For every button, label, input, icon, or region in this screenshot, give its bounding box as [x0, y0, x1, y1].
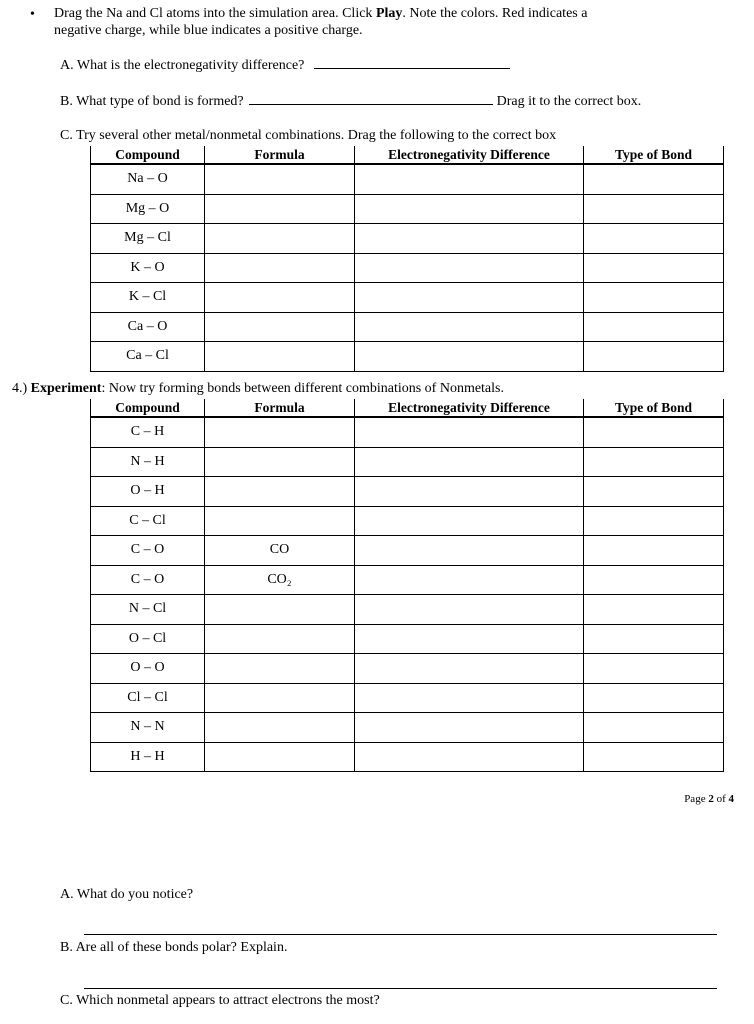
- formula-cell[interactable]: [205, 595, 355, 625]
- question-b-bottom: B. Are all of these bonds polar? Explain.: [60, 940, 288, 955]
- table-row: [91, 164, 724, 194]
- page-number-current: 2: [708, 793, 714, 805]
- formula-cell[interactable]: [205, 683, 355, 713]
- table-row: [91, 713, 724, 743]
- en-difference-cell[interactable]: [355, 624, 584, 654]
- en-difference-cell[interactable]: [355, 595, 584, 625]
- compound-cell: Na – O: [91, 164, 205, 194]
- header-en-difference: Electronegativity Difference: [355, 146, 584, 164]
- experiment-heading: [12, 380, 504, 398]
- en-difference-cell[interactable]: [355, 253, 584, 283]
- table-row: [91, 253, 724, 283]
- bond-type-cell[interactable]: [584, 713, 724, 743]
- answer-blank-bond-type[interactable]: [249, 92, 493, 105]
- formula-cell[interactable]: [205, 164, 355, 194]
- question-c-top: [60, 127, 556, 145]
- table-row: [91, 312, 724, 342]
- compound-cell: O – Cl: [91, 624, 205, 654]
- bond-type-cell[interactable]: [584, 342, 724, 372]
- header-bond-type: Type of Bond: [584, 399, 724, 417]
- compound-cell: O – H: [91, 477, 205, 507]
- en-difference-cell[interactable]: [355, 477, 584, 507]
- formula-cell[interactable]: [205, 477, 355, 507]
- bond-type-cell[interactable]: [584, 312, 724, 342]
- en-difference-cell[interactable]: [355, 654, 584, 684]
- bond-type-cell[interactable]: [584, 654, 724, 684]
- page-number-of: of: [713, 793, 729, 805]
- en-difference-cell[interactable]: [355, 417, 584, 447]
- bond-type-cell[interactable]: [584, 447, 724, 477]
- bond-type-cell[interactable]: [584, 742, 724, 772]
- page-number: [684, 793, 734, 805]
- compound-cell: Ca – O: [91, 312, 205, 342]
- table-row: [91, 342, 724, 372]
- experiment-label: Experiment: [30, 381, 102, 396]
- answer-line-polar[interactable]: [84, 988, 717, 989]
- experiment-number: 4.): [12, 381, 31, 396]
- compound-cell: N – Cl: [91, 595, 205, 625]
- bond-type-cell[interactable]: [584, 683, 724, 713]
- compound-cell: C – H: [91, 417, 205, 447]
- en-difference-cell[interactable]: [355, 447, 584, 477]
- formula-cell[interactable]: CO: [205, 536, 355, 566]
- formula-cell[interactable]: [205, 624, 355, 654]
- question-c-top-text: C. Try several other metal/nonmetal combinations. Drag the following to the correct box: [60, 128, 557, 143]
- table-row: [91, 447, 724, 477]
- en-difference-cell[interactable]: [355, 312, 584, 342]
- bond-type-cell[interactable]: [584, 477, 724, 507]
- bullet-marker: •: [30, 7, 35, 22]
- formula-cell[interactable]: [205, 742, 355, 772]
- question-b-top: [60, 92, 641, 111]
- page-number-prefix: Page: [684, 793, 709, 805]
- compound-cell: Mg – Cl: [91, 224, 205, 254]
- formula-cell[interactable]: [205, 312, 355, 342]
- table-row: [91, 654, 724, 684]
- bond-type-cell[interactable]: [584, 283, 724, 313]
- en-difference-cell[interactable]: [355, 565, 584, 595]
- bond-type-cell[interactable]: [584, 417, 724, 447]
- header-formula: Formula: [205, 399, 355, 417]
- en-difference-cell[interactable]: [355, 506, 584, 536]
- intro-line-1-pre: Drag the Na and Cl atoms into the simulation area. Click: [54, 6, 376, 21]
- formula-cell[interactable]: CO₂: [205, 565, 355, 595]
- formula-cell[interactable]: [205, 447, 355, 477]
- table-row: [91, 624, 724, 654]
- table-row: [91, 194, 724, 224]
- experiment-text: : Now try forming bonds between different combinations of Nonmetals.: [101, 381, 504, 396]
- nonmetal-table: [90, 399, 724, 772]
- answer-blank-en-difference[interactable]: [314, 56, 510, 69]
- en-difference-cell[interactable]: [355, 536, 584, 566]
- question-c-bottom: C. Which nonmetal appears to attract electrons the most?: [60, 993, 380, 1008]
- en-difference-cell[interactable]: [355, 713, 584, 743]
- compound-cell: H – H: [91, 742, 205, 772]
- intro-play-word: Play: [375, 6, 403, 21]
- compound-cell: Ca – Cl: [91, 342, 205, 372]
- table-header-row: [91, 146, 724, 164]
- metal-nonmetal-table: [90, 146, 724, 372]
- table-row: [91, 224, 724, 254]
- question-a-top: [60, 56, 510, 75]
- en-difference-cell[interactable]: [355, 194, 584, 224]
- formula-cell[interactable]: [205, 654, 355, 684]
- compound-cell: Cl – Cl: [91, 683, 205, 713]
- formula-cell[interactable]: [205, 506, 355, 536]
- formula-cell[interactable]: [205, 283, 355, 313]
- table-row: [91, 565, 724, 595]
- compound-cell: K – O: [91, 253, 205, 283]
- bond-type-cell[interactable]: [584, 194, 724, 224]
- header-compound: Compound: [91, 146, 205, 164]
- bond-type-cell[interactable]: [584, 565, 724, 595]
- compound-cell: K – Cl: [91, 283, 205, 313]
- formula-cell[interactable]: [205, 713, 355, 743]
- formula-cell[interactable]: [205, 342, 355, 372]
- header-formula: Formula: [205, 146, 355, 164]
- header-compound: Compound: [91, 399, 205, 417]
- header-en-difference: Electronegativity Difference: [355, 399, 584, 417]
- page-number-total: 4: [728, 793, 734, 805]
- compound-cell: N – N: [91, 713, 205, 743]
- intro-line-2: negative charge, while blue indicates a positive charge.: [54, 23, 363, 38]
- table-row: [91, 477, 724, 507]
- table-row: [91, 536, 724, 566]
- bond-type-cell[interactable]: [584, 595, 724, 625]
- en-difference-cell[interactable]: [355, 342, 584, 372]
- table-row: [91, 595, 724, 625]
- compound-cell: N – H: [91, 447, 205, 477]
- bond-type-cell[interactable]: [584, 164, 724, 194]
- compound-cell: C – O: [91, 565, 205, 595]
- en-difference-cell[interactable]: [355, 742, 584, 772]
- bond-type-cell[interactable]: [584, 506, 724, 536]
- compound-cell: C – Cl: [91, 506, 205, 536]
- question-a-bottom: A. What do you notice?: [60, 887, 194, 902]
- compound-cell: C – O: [91, 536, 205, 566]
- bond-type-cell[interactable]: [584, 253, 724, 283]
- answer-line-notice[interactable]: [84, 934, 717, 935]
- table-row: [91, 506, 724, 536]
- intro-line-1-post: . Note the colors. Red indicates a: [402, 6, 588, 21]
- table-row: [91, 417, 724, 447]
- question-b-top-text: B. What type of bond is formed?: [60, 94, 244, 109]
- en-difference-cell[interactable]: [355, 164, 584, 194]
- table-row: [91, 683, 724, 713]
- question-a-top-text: A. What is the electronegativity difference?: [60, 58, 305, 73]
- formula-cell[interactable]: [205, 194, 355, 224]
- compound-cell: O – O: [91, 654, 205, 684]
- table-row: [91, 283, 724, 313]
- header-bond-type: Type of Bond: [584, 146, 724, 164]
- question-b-top-suffix: Drag it to the correct box.: [496, 94, 642, 109]
- table-header-row: [91, 399, 724, 417]
- en-difference-cell[interactable]: [355, 283, 584, 313]
- table-row: [91, 742, 724, 772]
- formula-cell[interactable]: [205, 417, 355, 447]
- intro-line-1: [54, 5, 587, 23]
- formula-cell[interactable]: [205, 224, 355, 254]
- formula-cell[interactable]: [205, 253, 355, 283]
- bond-type-cell[interactable]: [584, 624, 724, 654]
- en-difference-cell[interactable]: [355, 683, 584, 713]
- en-difference-cell[interactable]: [355, 224, 584, 254]
- bond-type-cell[interactable]: [584, 224, 724, 254]
- bond-type-cell[interactable]: [584, 536, 724, 566]
- compound-cell: Mg – O: [91, 194, 205, 224]
